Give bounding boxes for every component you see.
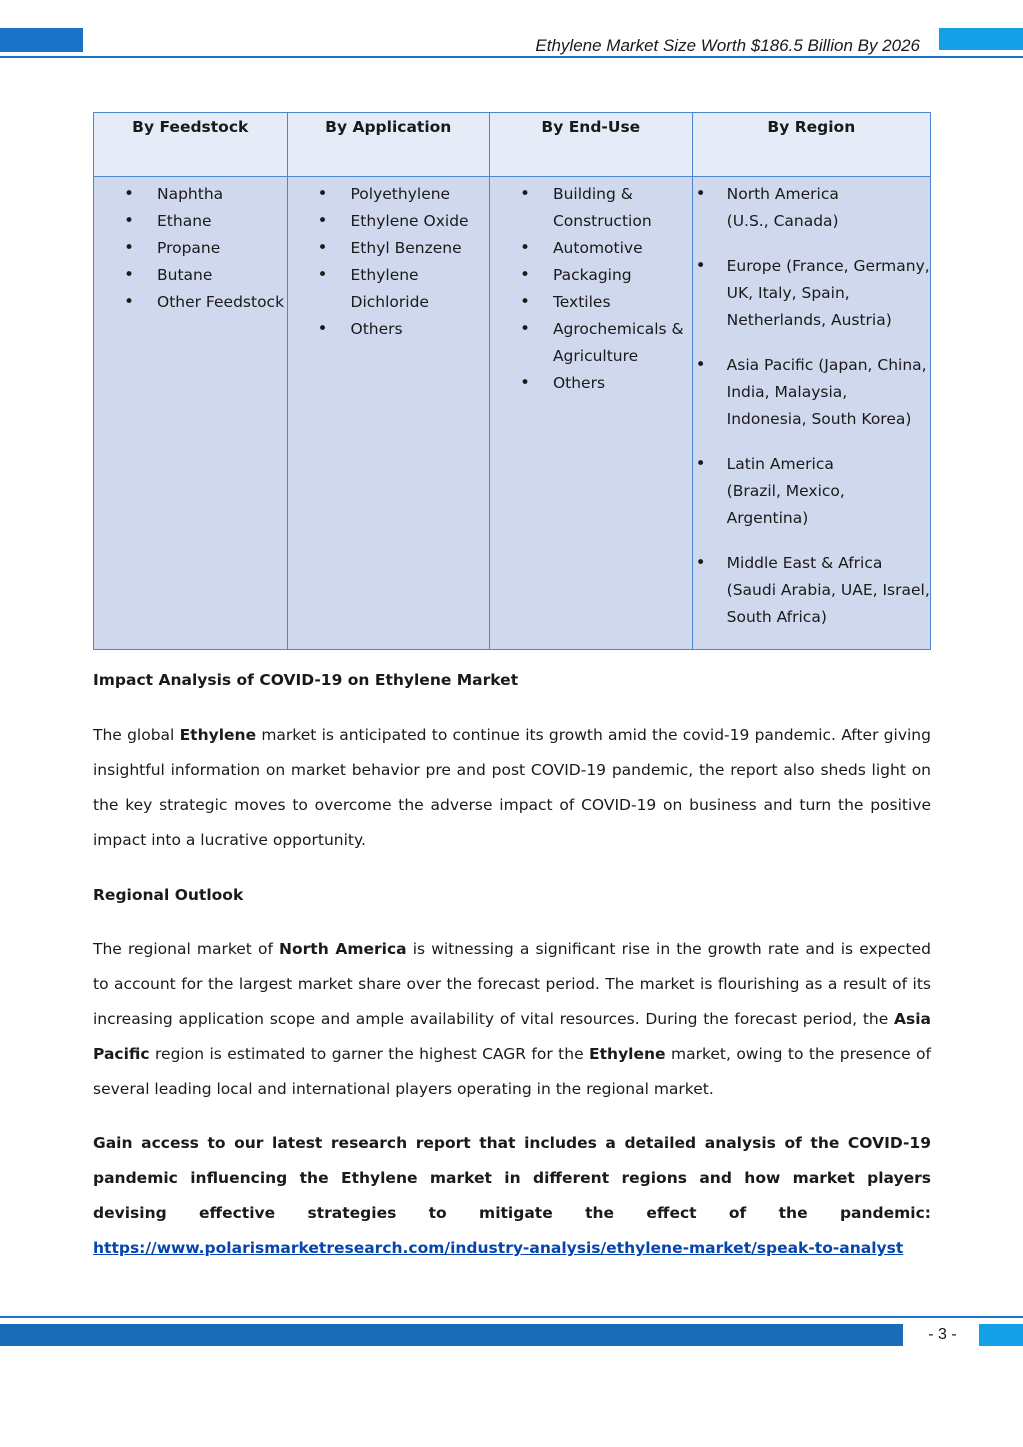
regional-bold-asia-pacific: Asia Pacific xyxy=(93,1010,931,1063)
feedstock-list xyxy=(94,181,287,316)
list-item: • Propane xyxy=(94,235,287,262)
regional-text-2: is witnessing a significant rise in the growth rate and is expected to account for the largest market share over the forecast period. The market is flourishing as a result of its increasing application scope and ample availability of vital resources. During the forecast period, the xyxy=(93,940,931,1028)
header-title: Ethylene Market Size Worth $186.5 Billion By 2026 xyxy=(535,36,920,55)
regional-heading: Regional Outlook xyxy=(93,886,244,904)
footer-rule xyxy=(0,1316,1023,1318)
header-accent-left xyxy=(0,28,83,52)
list-item: • Packaging xyxy=(490,262,692,289)
list-item: • Others xyxy=(288,316,489,343)
list-item: • Ethane xyxy=(94,208,287,235)
region-cell xyxy=(692,177,930,650)
covid-bold-ethylene: Ethylene xyxy=(179,726,257,744)
regional-bold-north-america: North America xyxy=(279,940,407,958)
regional-paragraph xyxy=(93,932,931,1107)
application-cell xyxy=(287,177,489,650)
list-item: • Others xyxy=(490,370,692,397)
list-item: • Textiles xyxy=(490,289,692,316)
cta-text: Gain access to our latest research report that includes a detailed analysis of the COVID-19 pandemic influencing the Ethylene market in different regions and how market players devising effective strategies to mitigate the effect of the pandemic: xyxy=(93,1134,931,1222)
list-item: • Asia Pacific (Japan, China, India, Malaysia, Indonesia, South Korea) xyxy=(693,352,930,433)
end-use-cell xyxy=(489,177,692,650)
region-list xyxy=(693,181,930,631)
regional-text-3: region is estimated to garner the highest CAGR for the xyxy=(149,1045,590,1063)
column-heading-feedstock: By Feedstock xyxy=(94,113,288,177)
footer-bar xyxy=(0,1324,903,1346)
list-item: • Europe (France, Germany, UK, Italy, Spain, Netherlands, Austria) xyxy=(693,253,930,334)
list-item: • Naphtha xyxy=(94,181,287,208)
list-item: • Butane xyxy=(94,262,287,289)
regional-text-4: market, owing to the presence of several leading local and international players operating in the regional market. xyxy=(93,1045,931,1098)
table-header-row xyxy=(94,113,931,177)
column-heading-application: By Application xyxy=(287,113,489,177)
column-heading-region: By Region xyxy=(692,113,930,177)
list-item: • Middle East & Africa (Saudi Arabia, UAE, Israel, South Africa) xyxy=(693,550,930,631)
application-list xyxy=(288,181,489,343)
page-number: - 3 - xyxy=(928,1326,957,1343)
speak-to-analyst-link[interactable]: https://www.polarismarketresearch.com/industry-analysis/ethylene-market/speak-to-analyst xyxy=(93,1239,904,1257)
covid-paragraph xyxy=(93,718,931,858)
footer-accent-right xyxy=(979,1324,1023,1346)
end-use-list xyxy=(490,181,692,397)
cta-paragraph xyxy=(93,1126,931,1266)
covid-text-2: market is anticipated to continue its growth amid the covid-19 pandemic. After giving insightful information on market behavior pre and post COVID-19 pandemic, the report also sheds light on the key strategic moves to overcome the adverse impact of COVID-19 on business and turn the positive impact into a lucrative opportunity. xyxy=(93,726,931,849)
regional-text-1: The regional market of xyxy=(93,940,280,958)
list-item: • Other Feedstock xyxy=(94,289,287,316)
list-item: • Ethylene Oxide xyxy=(288,208,489,235)
header-accent-right xyxy=(939,28,1023,50)
column-heading-end-use: By End-Use xyxy=(489,113,692,177)
list-item: • Agrochemicals & Agriculture xyxy=(490,316,692,370)
regional-bold-ethylene: Ethylene xyxy=(589,1045,666,1063)
covid-text-1: The global xyxy=(93,726,180,744)
list-item: • Ethyl Benzene xyxy=(288,235,489,262)
list-item: • Building & Construction xyxy=(490,181,692,235)
table-body-row xyxy=(94,177,931,650)
feedstock-cell xyxy=(94,177,288,650)
header-rule xyxy=(0,56,1023,58)
list-item: • Automotive xyxy=(490,235,692,262)
list-item: • Latin America (Brazil, Mexico, Argentina) xyxy=(693,451,930,532)
list-item: • Ethylene Dichloride xyxy=(288,262,489,316)
list-item: • North America (U.S., Canada) xyxy=(693,181,930,235)
covid-heading: Impact Analysis of COVID-19 on Ethylene Market xyxy=(93,671,519,689)
segmentation-table xyxy=(93,112,931,650)
list-item: • Polyethylene xyxy=(288,181,489,208)
